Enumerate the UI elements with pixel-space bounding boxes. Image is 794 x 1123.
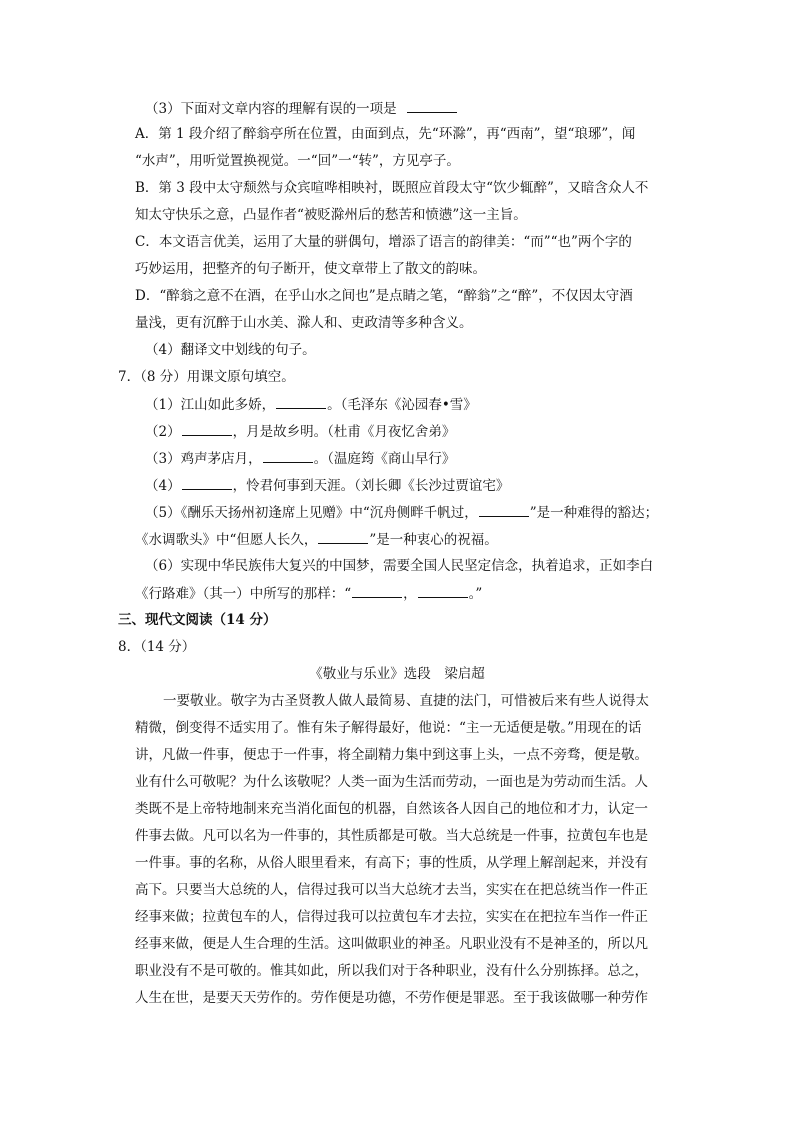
- q6-3-option-b-line1: B．第 3 段中太守颓然与众宾喧哗相映衬，既照应首段太守“饮少辄醉”，又暗含众人不: [135, 180, 649, 196]
- passage-line: 职业没有不是可敬的。惟其如此，所以我们对于各种职业，没有什么分别拣择。总之，: [135, 963, 648, 979]
- passage-line: 一要敬业。敬字为古圣贤教人做人最简易、直捷的法门，可惜被后来有些人说得太: [163, 693, 649, 709]
- answer-blank: [479, 502, 529, 517]
- q7-item-1: （1）江山如此多娇， 。（毛泽东《沁园春•雪》: [145, 394, 477, 415]
- q7-item-5-line2: 《水调歌头》中“但愿人长久， ”是一种衷心的祝福。: [135, 529, 498, 550]
- section-heading: 三、现代文阅读（14 分）: [118, 612, 277, 628]
- q6-3-option-a-line2: “水声”，用听觉置换视觉。一“回”一“转”，方见亭子。: [135, 153, 460, 169]
- q7-item-6-line1: （6）实现中华民族伟大复兴的中国梦，需要全国人民坚定信念，执着追求，正如李白: [145, 558, 654, 574]
- q6-3-option-d-line1: D．“醉翁之意不在酒，在乎山水之间也”是点睛之笔，“醉翁”之“醉”，不仅因太守酒: [135, 288, 633, 304]
- passage-line: 业有什么可敬呢？为什么该敬呢？人类一面为生活而劳动，一面也是为劳动而生活。人: [135, 774, 648, 790]
- passage-line: 件事去做。凡可以名为一件事的，其性质都是可敬。当大总统是一件事，拉黄包车也是: [135, 828, 648, 844]
- q6-3-option-c-line2: 巧妙运用，把整齐的句子断开，使文章带上了散文的韵味。: [135, 261, 486, 277]
- q6-3-option-a-line1: A．第 1 段介绍了醉翁亭所在位置，由面到点，先“环滁”，再“西南”，望“琅琊”，闻: [135, 126, 636, 142]
- passage-line: 一件事。事的名称，从俗人眼里看来，有高下；事的性质，从学理上解剖起来，并没有: [135, 855, 648, 871]
- passage-title: 《敬业与乐业》选段 梁启超: [309, 666, 485, 682]
- passage-line: 精微，倒变得不适实用了。惟有朱子解得最好，他说：“主一无适便是敬。”用现在的话: [135, 720, 642, 736]
- passage-line: 人生在世，是要天天劳作的。劳作便是功德，不劳作便是罪恶。至于我该做哪一种劳作: [135, 990, 648, 1006]
- q7-item-4: （4） ，怜君何事到天涯。（刘长卿《长沙过贾谊宅》: [145, 475, 509, 496]
- answer-blank: [276, 394, 326, 409]
- q7-item-5-line1: （5）《酬乐天扬州初逢席上见赠》中“沉舟侧畔千帆过， ”是一种难得的豁达；: [145, 502, 658, 523]
- q7-item-3: （3）鸡声茅店月， 。（温庭筠《商山早行》: [145, 448, 455, 469]
- answer-blank: [407, 98, 457, 113]
- answer-blank: [182, 475, 232, 490]
- q7-item-2: （2） ，月是故乡明。（杜甫《月夜忆舍弟》: [145, 421, 455, 442]
- passage-line: 经事来做；拉黄包车的人，信得过我可以拉黄包车才去拉，实实在在把拉车当作一件正: [135, 909, 648, 925]
- answer-blank: [263, 448, 313, 463]
- q6-3-stem-line: [145, 98, 458, 119]
- q6-4-text: （4）翻译文中划线的句子。: [145, 342, 316, 358]
- q6-3-option-b-line2: 知太守快乐之意，凸显作者“被贬滁州后的愁苦和愤懑”这一主旨。: [135, 207, 527, 223]
- answer-blank: [418, 583, 468, 598]
- q7-heading: 7．（8 分）用课文原句填空。: [118, 369, 295, 385]
- q6-3-option-c-line1: C．本文语言优美，运用了大量的骈偶句，增添了语言的韵律美：“而”“也”两个字的: [135, 234, 632, 250]
- passage-line: 类既不是上帝特地制来充当消化面包的机器，自然该各人因自己的地位和才力，认定一: [135, 801, 648, 817]
- passage-line: 高下。只要当大总统的人，信得过我可以当大总统才去当，实实在在把总统当作一件正: [135, 882, 648, 898]
- q8-heading: 8．（14 分）: [118, 639, 196, 655]
- answer-blank: [318, 529, 368, 544]
- q6-3-option-d-line2: 量浅，更有沉醉于山水美、滁人和、吏政清等多种含义。: [135, 315, 473, 331]
- passage-line: 讲，凡做一件事，便忠于一件事，将全副精力集中到这事上头，一点不旁骛，便是敬。: [135, 747, 648, 763]
- q7-item-6-line2: 《行路难》（其一）中所写的那样：“ ， 。”: [135, 583, 482, 604]
- q6-3-stem: （3）下面对文章内容的理解有误的一项是: [145, 101, 397, 117]
- answer-blank: [352, 583, 402, 598]
- passage-line: 经事来做，便是人生合理的生活。这叫做职业的神圣。凡职业没有不是神圣的，所以凡: [135, 936, 648, 952]
- answer-blank: [182, 421, 232, 436]
